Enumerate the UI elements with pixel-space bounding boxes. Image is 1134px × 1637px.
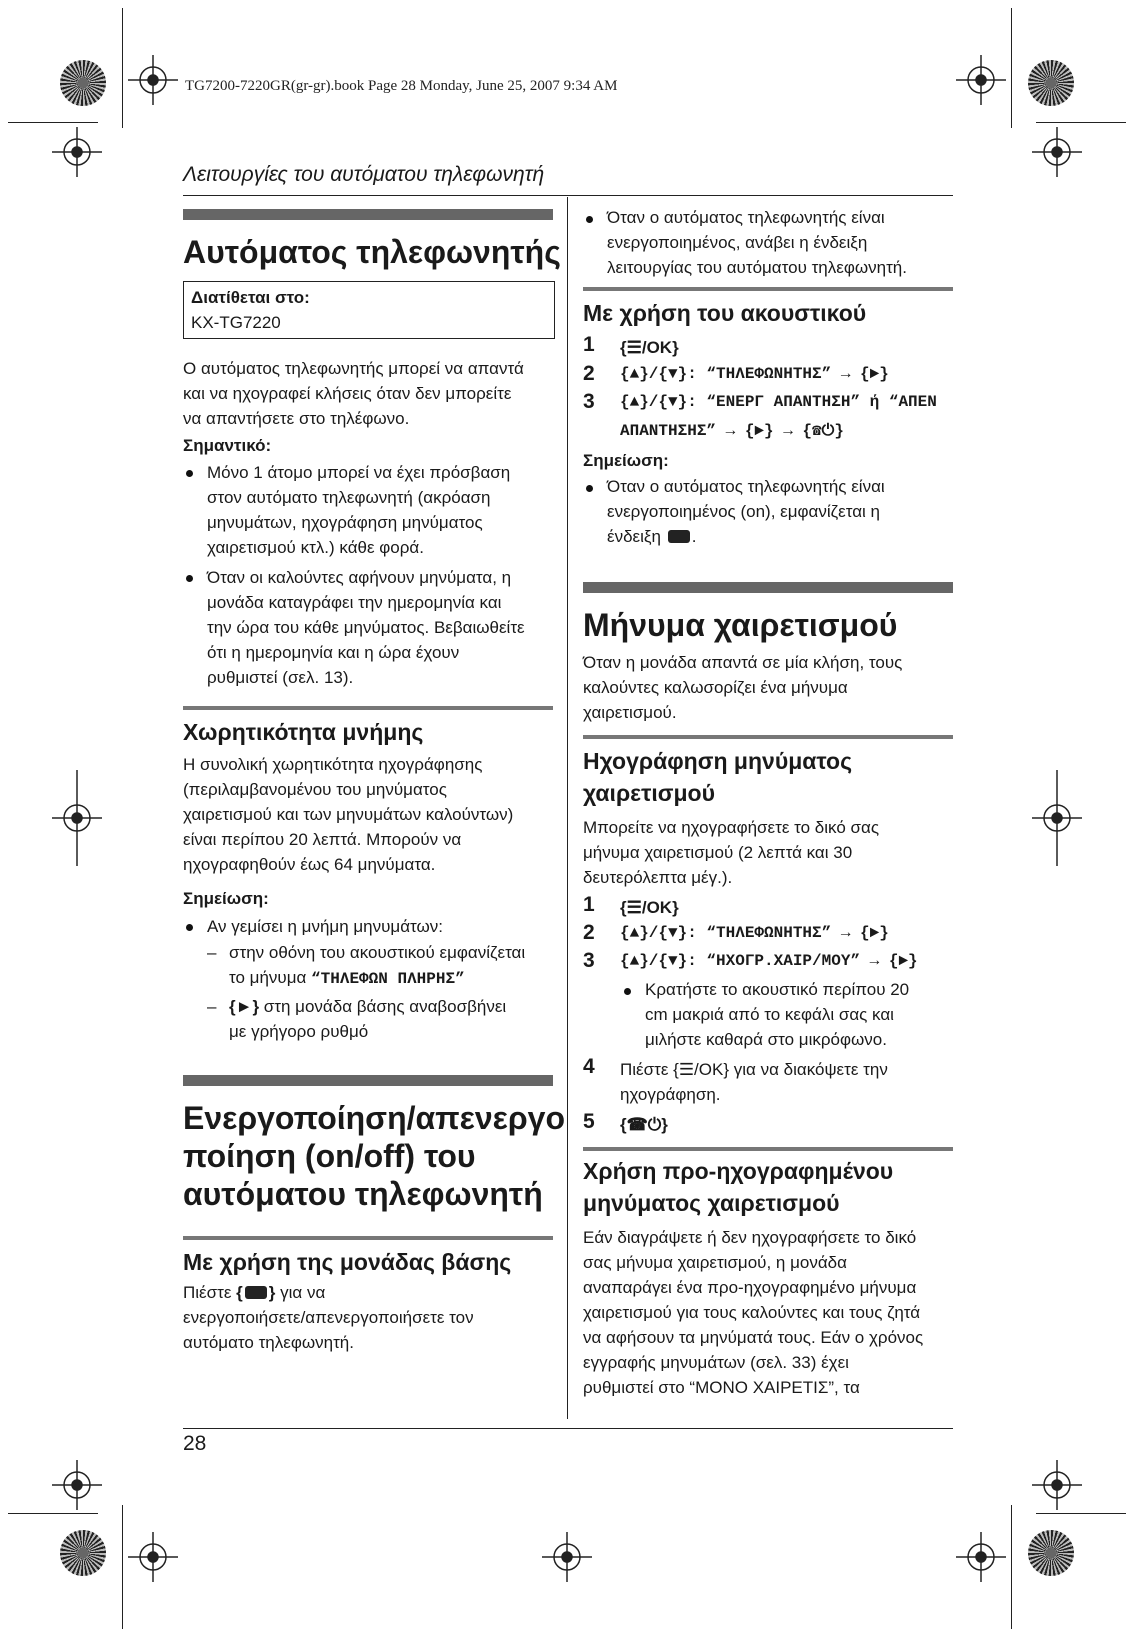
- text-line: με γρήγορο ρυθμό: [229, 1022, 369, 1041]
- text-line: χαιρετισμού.: [583, 703, 677, 722]
- text-line: να αφήσουν τα μηνύματά τους. Εάν ο χρόνος: [583, 1328, 924, 1347]
- bullet-dot: [586, 216, 593, 223]
- text-line: Όταν η μονάδα απαντά σε μία κλήση, τους: [583, 653, 903, 672]
- step-text: {▲}/{▼}: “ΕΝΕΡΓ ΑΠΑΝΤΗΣΗ” ή “ΑΠΕΝ: [620, 393, 937, 411]
- crosshair-icon: [1032, 127, 1082, 177]
- text-line: λειτουργίας του αυτόματου τηλεφωνητή.: [607, 258, 907, 277]
- text-line: μιλήστε καθαρά στο μικρόφωνο.: [645, 1030, 887, 1049]
- crosshair-icon: [1032, 770, 1082, 866]
- step-number: 1: [583, 333, 595, 356]
- text-line: καλούντες καλωσορίζει ένα μήνυμα: [583, 678, 848, 697]
- bullet-dot: [624, 988, 631, 995]
- text-line: Πιέστε: [183, 1283, 232, 1302]
- important-bullet-1: [207, 460, 510, 560]
- text-line: να απαντήσετε στο τηλέφωνο.: [183, 409, 410, 428]
- text-line: είναι περίπου 20 λεπτά. Μπορούν να: [183, 830, 462, 849]
- text-line: cm μακριά από το κεφάλι σας και: [645, 1005, 894, 1024]
- step-number: 2: [583, 921, 595, 944]
- text-line: ενεργοποιημένος, ανάβει η ένδειξη: [607, 233, 868, 252]
- heading-bar: [583, 582, 953, 593]
- text-line: την ώρα του κάθε μηνύματος. Βεβαιωθείτε: [207, 618, 525, 637]
- crosshair-icon: [956, 55, 1006, 105]
- intro-paragraph: [183, 356, 524, 431]
- text-line: ένδειξη: [607, 527, 661, 546]
- step-text: {☰/OK}: [620, 338, 679, 357]
- top-bullet: [607, 205, 907, 280]
- text-line: Χρήση προ-ηχογραφημένου: [583, 1158, 894, 1184]
- step-text: {▲}/{▼}: “ΗΧΟΓΡ.ΧΑΙΡ/ΜΟΥ” → {►}: [620, 952, 918, 970]
- bullet-dot: [186, 575, 193, 582]
- text-line: ηχογραφηθούν έως 64 μηνύματα.: [183, 855, 436, 874]
- answering-machine-icon: [668, 530, 690, 543]
- crosshair-icon: [52, 127, 102, 177]
- note-dash-1: [229, 940, 525, 992]
- page-number: 28: [183, 1432, 207, 1455]
- step-text: ΑΠΑΝΤΗΣΗΣ” → {►} → {☎⏻}: [620, 422, 844, 440]
- step-text: {☰/OK}: [620, 898, 679, 917]
- text-line: Ηχογράφηση μηνύματος: [583, 748, 853, 774]
- handset-note: Όταν ο αυτόματος τηλεφωνητής είναι ενεργοποιημένος (on), εμφανίζεται η ένδειξη .: [607, 474, 885, 549]
- step-number: 4: [583, 1055, 595, 1078]
- memory-paragraph: [183, 752, 513, 877]
- availability-box: [183, 281, 555, 339]
- text-line: ενεργοποιημένος (on), εμφανίζεται η: [607, 502, 880, 521]
- text-line: Μόνο 1 άτομο μπορεί να έχει πρόσβαση: [207, 463, 511, 482]
- text-line: ποίηση (on/off) του: [183, 1138, 476, 1174]
- subheading-bar: [583, 735, 953, 739]
- text-line: Κρατήστε το ακουστικό περίπου 20: [645, 980, 910, 999]
- heading-bar: [183, 1075, 553, 1086]
- text-line: και να ηχογραφεί κλήσεις όταν δεν μπορείτε: [183, 384, 512, 403]
- text-line: μηνύματος χαιρετισμού: [583, 1190, 840, 1216]
- text-line: αυτόματου τηλεφωνητή: [183, 1176, 543, 1212]
- file-info-header: TG7200-7220GR(gr-gr).book Page 28 Monday, June 25, 2007 9:34 AM: [185, 78, 618, 94]
- prerec-title: [583, 1155, 893, 1219]
- record-step4: [620, 1057, 888, 1107]
- important-label: Σημαντικό:: [183, 436, 272, 455]
- text-line: μηνυμάτων, ηχογράφηση μηνύματος: [207, 513, 483, 532]
- text-line: στον αυτόματο τηλεφωνητή (ακρόαση: [207, 488, 491, 507]
- crosshair-icon: [542, 1532, 592, 1582]
- text-line: Πιέστε {☰/OK} για να διακόψετε την: [620, 1060, 888, 1079]
- display-message: “ΤΗΛΕΦΩΝ ΠΛΗΡΗΣ”: [311, 970, 465, 988]
- text-line: χαιρετισμού για τους καλούντες και τους ζητά: [583, 1303, 921, 1322]
- crosshair-icon: [52, 770, 102, 866]
- step-number: 3: [583, 390, 595, 413]
- subheading-bar: [583, 287, 953, 291]
- text-line: (περιλαμβανομένου του μηνύματος: [183, 780, 447, 799]
- text-line: Όταν οι καλούντες αφήνουν μηνύματα, η: [207, 568, 512, 587]
- step-number: 1: [583, 893, 595, 916]
- text-line: ηχογράφηση.: [620, 1085, 721, 1104]
- handset-note-label: Σημείωση:: [583, 451, 669, 470]
- step-text: {☎⏻}: [620, 1115, 668, 1134]
- crosshair-icon: [128, 55, 178, 105]
- text-line: ρυθμιστεί (σελ. 13).: [207, 668, 354, 687]
- text-line: χαιρετισμού και των μηνυμάτων καλούντων): [183, 805, 514, 824]
- text-line: ότι η ημερομηνία και η ώρα έχουν: [207, 643, 460, 662]
- base-paragraph: [183, 1280, 474, 1355]
- bullet-dot: [586, 485, 593, 492]
- subheading-bar: [183, 1236, 553, 1240]
- step-number: 2: [583, 362, 595, 385]
- text-line: στη μονάδα βάσης αναβοσβήνει: [263, 997, 507, 1016]
- subheading-bar: [183, 706, 553, 710]
- record-title: [583, 745, 852, 809]
- greeting-intro: [583, 650, 902, 725]
- handset-title: Με χρήση του ακουστικού: [583, 300, 867, 326]
- prerec-paragraph: [583, 1225, 923, 1400]
- dash-mark: –: [207, 943, 217, 962]
- important-bullet-2: [207, 565, 525, 690]
- heading-bar: [183, 209, 553, 220]
- step-text: {▲}/{▼}: “ΤΗΛΕΦΩΝΗΤΗΣ” → {►}: [620, 924, 889, 942]
- text-line: μήνυμα χαιρετισμού (2 λεπτά και 30: [583, 843, 853, 862]
- step-number: 5: [583, 1110, 595, 1133]
- memory-title: Χωρητικότητα μνήμης: [183, 719, 424, 745]
- bullet-dot: [186, 470, 193, 477]
- text-line: αυτόματο τηλεφωνητή.: [183, 1333, 354, 1352]
- text-line: το μήνυμα: [229, 968, 312, 987]
- subheading-bar: [583, 1147, 953, 1151]
- note-dash-2: [229, 994, 506, 1044]
- page-title: Αυτόματος τηλεφωνητής: [183, 234, 561, 270]
- text-line: Η συνολική χωρητικότητα ηχογράφησης: [183, 755, 483, 774]
- text-line: Ενεργοποίηση/απενεργο: [183, 1100, 565, 1136]
- note-bullet: Αν γεμίσει η μνήμη μηνυμάτων:: [207, 917, 444, 936]
- text-line: Όταν ο αυτόματος τηλεφωνητής είναι: [607, 477, 885, 496]
- text-line: χαιρετισμού κτλ.) κάθε φορά.: [207, 538, 424, 557]
- text-line: για να: [280, 1283, 326, 1302]
- text-line: χαιρετισμού: [583, 780, 715, 806]
- footer-rule: [183, 1428, 953, 1429]
- column-divider: [567, 197, 568, 1419]
- text-line: Εάν διαγράψετε ή δεν ηχογραφήσετε το δικό: [583, 1228, 917, 1247]
- onoff-title: [183, 1099, 565, 1213]
- text-line: Όταν ο αυτόματος τηλεφωνητής είναι: [607, 208, 885, 227]
- crosshair-icon: [52, 1460, 102, 1510]
- base-title: Με χρήση της μονάδας βάσης: [183, 1249, 512, 1275]
- dash-mark: –: [207, 997, 217, 1016]
- step-number: 3: [583, 949, 595, 972]
- step-text: {▲}/{▼}: “ΤΗΛΕΦΩΝΗΤΗΣ” → {►}: [620, 365, 889, 383]
- section-title: Λειτουργίες του αυτόματου τηλεφωνητή: [183, 163, 545, 186]
- availability-model: KX-TG7220: [191, 313, 281, 332]
- text-line: Μπορείτε να ηχογραφήσετε το δικό σας: [583, 818, 880, 837]
- text-line: ρυθμιστεί στο “ΜΟΝΟ ΧΑΙΡΕΤΙΣ”, τα: [583, 1378, 860, 1397]
- crosshair-icon: [128, 1532, 178, 1582]
- text-line: εγγραφής μηνυμάτων (σελ. 33) έχει: [583, 1353, 849, 1372]
- answer-key-icon: { }: [236, 1283, 276, 1302]
- section-rule: [183, 195, 953, 196]
- text-line: δευτερόλεπτα μέγ.).: [583, 868, 733, 887]
- record-intro: [583, 815, 879, 890]
- crosshair-icon: [956, 1532, 1006, 1582]
- text-line: αναπαράγει ένα προ-ηχογραφημένο μήνυμα: [583, 1278, 917, 1297]
- bullet-dot: [186, 924, 193, 931]
- note-label: Σημείωση:: [183, 889, 269, 908]
- text-line: σας μήνυμα χαιρετισμού, η μονάδα: [583, 1253, 847, 1272]
- greeting-title: Μήνυμα χαιρετισμού: [583, 607, 898, 643]
- availability-label: Διατίθεται στο:: [191, 288, 310, 307]
- record-step3-bullet: [645, 977, 909, 1052]
- text-line: μονάδα καταγράφει την ημερομηνία και: [207, 593, 502, 612]
- text-line: Ο αυτόματος τηλεφωνητής μπορεί να απαντά: [183, 359, 524, 378]
- text-line: ενεργοποιήσετε/απενεργοποιήσετε τον: [183, 1308, 474, 1327]
- play-key-icon: {►}: [229, 997, 260, 1016]
- text-line: στην οθόνη του ακουστικού εμφανίζεται: [229, 943, 526, 962]
- crosshair-icon: [1032, 1460, 1082, 1510]
